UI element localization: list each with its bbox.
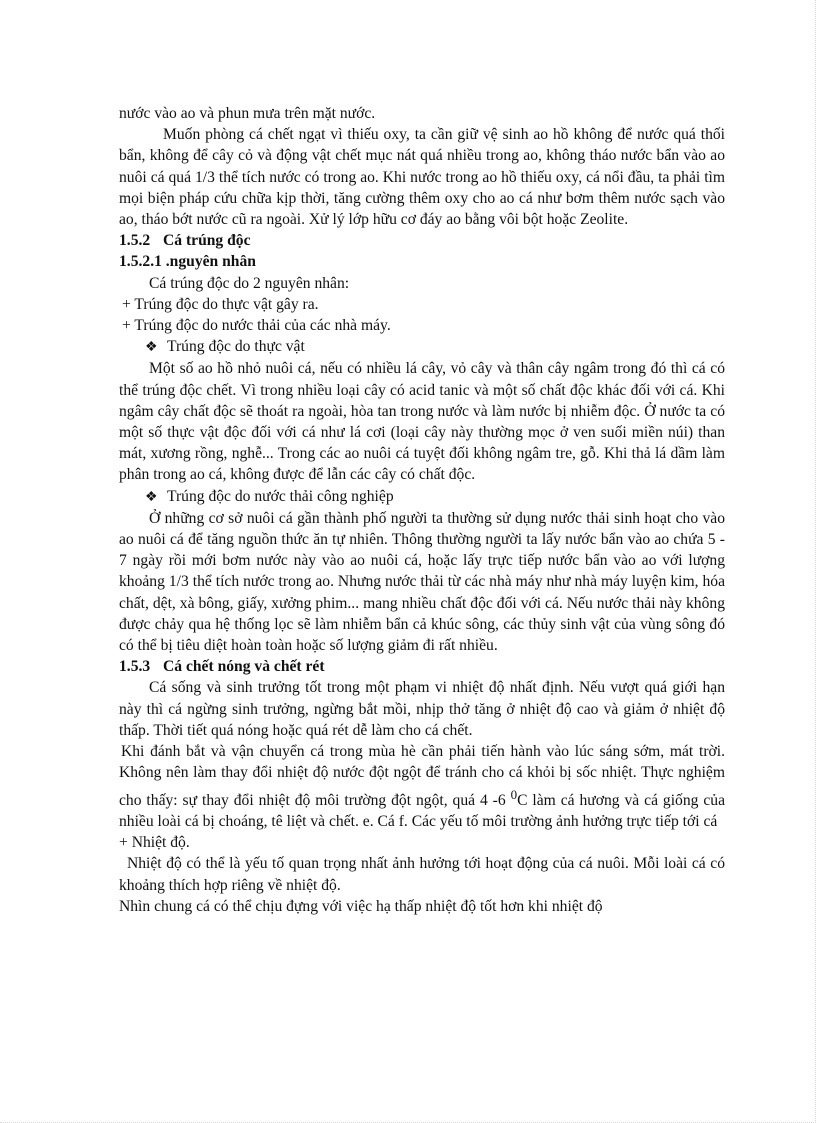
- bullet-text: Trúng độc do nước thải công nghiệp: [167, 487, 394, 505]
- paragraph: Nhiệt độ có thể là yếu tố quan trọng nhất ảnh hưởng tới hoạt động của cá nuôi. Mỗi loài cá có khoảng thích hợp riêng về nhiệt độ.: [119, 855, 725, 894]
- paragraph: Một số ao hồ nhỏ nuôi cá, nếu có nhiều lá cây, vỏ cây và thân cây ngâm trong đó thì cá có thể trúng độc chết. Vì trong nhiều loại cây có acid tanic và một số chất độc khác đối với cá. Khi ngâm cây chất độc sẽ thoát ra ngoài, hòa tan trong nước và làm nước bị nhiễm độc. Ở nước ta có một số thực vật độc đối với cá như lá cơi (loại cây này thường mọc ở ven suối miền núi) than mát, xương rồng, nghễ... Trong các ao nuôi cá tuyệt đối không ngâm tre, gỗ. Khi thả lá dầm làm phân trong ao cá, không được để lẫn các cây có chất độc.: [119, 360, 725, 484]
- subsection-heading-1-5-2-1: 1.5.2.1 .nguyên nhân: [119, 253, 256, 271]
- bullet-item: [119, 486, 725, 508]
- section-title: Cá trúng độc: [163, 232, 251, 250]
- paragraph: Cá trúng độc do 2 nguyên nhân:: [149, 274, 350, 292]
- document-body: [119, 103, 725, 917]
- paragraph: Muốn phòng cá chết ngạt vì thiếu oxy, ta cần giữ vệ sinh ao hồ không để nước quá thối bẩn, không để cây cỏ và động vật chết mục nát quá nhiều trong ao, không tháo nước bẩn vào ao nuôi cá quá 1/3 thể tích nước có trong ao. Khi nước trong ao hồ thiếu oxy, cá nổi đầu, ta phải tìm mọi biện pháp cứu chữa kịp thời, tăng cường thêm oxy cho ao cá như bơm thêm nước sạch vào ao, tháo bớt nước cũ ra ngoài. Xử lý lớp hữu cơ đáy ao bằng vôi bột hoặc Zeolite.: [119, 126, 725, 229]
- section-number: 1.5.3: [119, 658, 151, 676]
- section-title: Cá chết nóng và chết rét: [163, 658, 325, 676]
- section-heading-1-5-3: [119, 656, 725, 677]
- diamond-bullet-icon: ❖: [145, 489, 158, 505]
- paragraph: Cá sống và sinh trưởng tốt trong một phạm vi nhiệt độ nhất định. Nếu vượt quá giới hạn này thì cá ngừng sinh trưởng, ngừng bắt mồi, nhịp thở tăng ở nhiệt độ cao và giảm ở nhiệt độ thấp. Thời tiết quá nóng hoặc quá rét dễ làm cho cá chết.: [119, 679, 725, 739]
- degree-superscript: 0: [510, 786, 518, 802]
- section-number: 1.5.2: [119, 232, 151, 250]
- bullet-text: Trúng độc do thực vật: [167, 338, 305, 356]
- section-heading-1-5-2: [119, 230, 725, 251]
- bullet-item: [119, 336, 725, 358]
- paragraph: Ở những cơ sở nuôi cá gần thành phố người ta thường sử dụng nước thải sinh hoạt cho vào ao nuôi cá để tăng nguồn thức ăn tự nhiên. Thông thường người ta lấy nước bẩn vào ao chứa 5 - 7 ngày rồi mới bơm nước này vào ao nuôi cá, hoặc lấy trực tiếp nước bẩn vào ao với lượng khoảng 1/3 thể tích nước trong ao. Nhưng nước thải từ các nhà máy như nhà máy luyện kim, hóa chất, dệt, xà bông, giấy, xưởng phim... mang nhiều chất độc đối với cá. Nếu nước thải này không được chảy qua hệ thống lọc sẽ làm nhiễm bẩn cả khúc sông, các thủy sinh vật của vùng sông đó có thể bị tiêu diệt hoàn toàn hoặc số lượng giảm đi rất nhiều.: [119, 509, 725, 655]
- list-item: + Trúng độc do nước thải của các nhà máy.: [122, 317, 391, 335]
- list-item: + Nhiệt độ.: [119, 834, 190, 852]
- paragraph: Nhìn chung cá có thể chịu đựng với việc hạ thấp nhiệt độ tốt hơn khi nhiệt độ: [119, 897, 603, 915]
- paragraph-text: C làm cá hương và cá giống của nhiều loài cá bị choáng, tê liệt và chết. e. Cá f. Các yếu tố môi trường ảnh hưởng trực tiếp tới cá: [119, 791, 725, 830]
- diamond-bullet-icon: ❖: [145, 340, 158, 356]
- paragraph: [119, 741, 725, 832]
- paragraph: nước vào ao và phun mưa trên mặt nước.: [119, 105, 376, 122]
- paragraph-text: Khi đánh bắt và vận chuyển cá trong mùa hè cần phải tiến hành vào lúc sáng sớm, mát trời. Không nên làm thay đổi nhiệt độ nước đột ngột để tránh cho cá khỏi bị sốc nhiệt. Thực nghiệm cho thấy: sự thay đổi nhiệt độ môi trường đột ngột, quá 4 -6: [119, 743, 725, 809]
- list-item: + Trúng độc do thực vật gây ra.: [122, 295, 319, 313]
